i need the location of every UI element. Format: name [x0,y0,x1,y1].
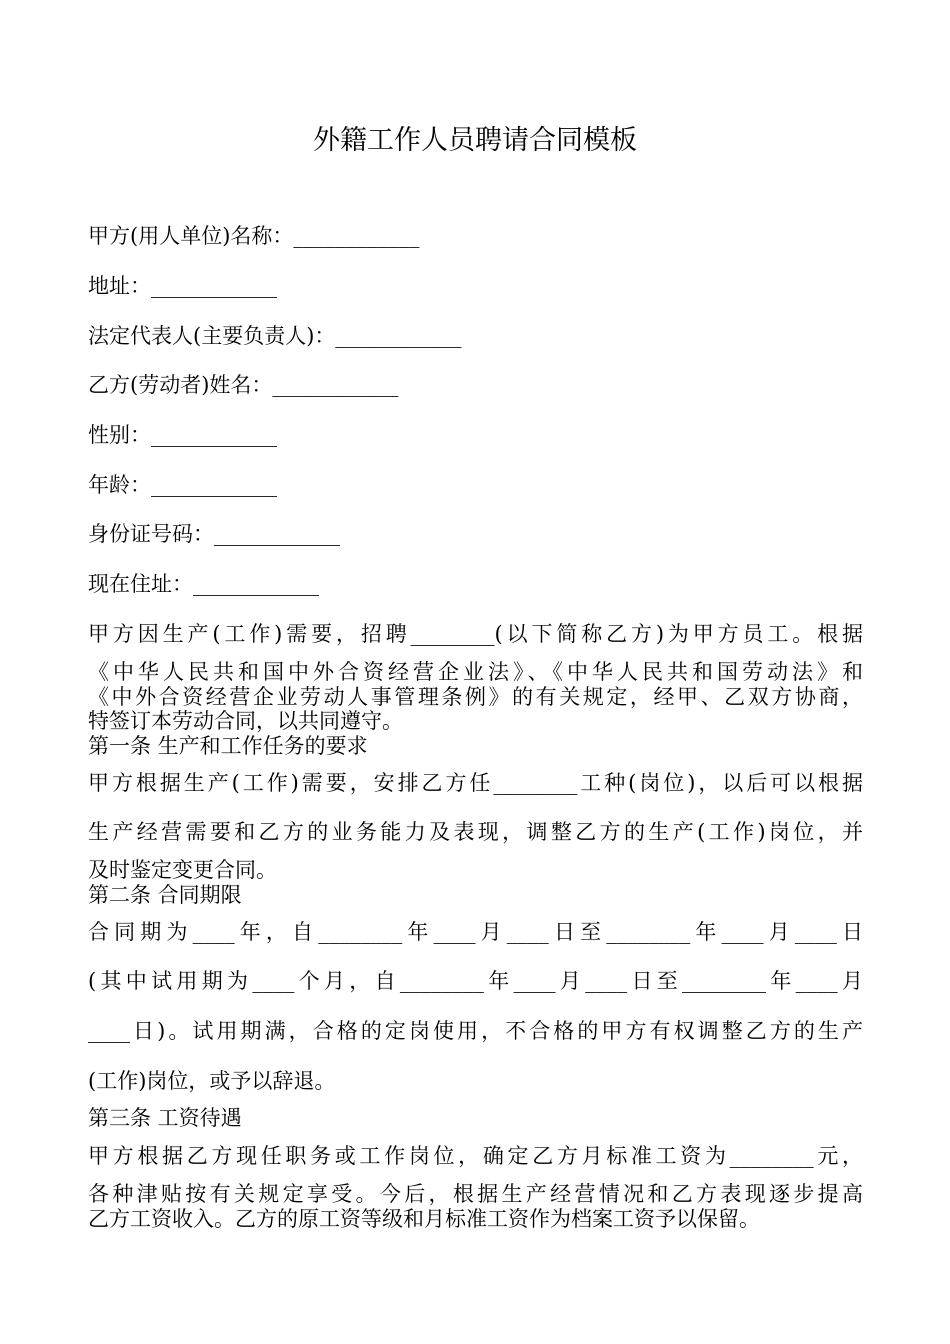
article3-line: 各种津贴按有关规定享受。今后，根据生产经营情况和乙方表现逐步提高 [88,1182,863,1206]
preamble-line: 特签订本劳动合同，以共同遵守。 [88,709,403,733]
field-id-number: 身份证号码：____________ [88,522,340,546]
article2-line: (工作)岗位，或予以辞退。 [88,1069,336,1093]
article2-line: ____日)。试用期满，合格的定岗使用，不合格的甲方有权调整乙方的生产 [88,1019,863,1043]
document-title: 外籍工作人员聘请合同模板 [313,125,637,156]
field-age: 年龄：____________ [88,473,277,497]
field-employee-name: 乙方(劳动者)姓名：____________ [88,373,399,397]
article1-line: 甲方根据生产(工作)需要，安排乙方任________工种(岗位)，以后可以根据 [88,771,863,795]
field-employer-name: 甲方(用人单位)名称：____________ [88,224,420,248]
article3-heading: 第三条 工资待遇 [88,1106,242,1130]
article1-heading: 第一条 生产和工作任务的要求 [88,734,368,758]
article2-line: (其中试用期为____个月，自________年____月____日至________年____月 [88,969,863,993]
preamble-line: 《中华人民共和国中外合资经营企业法》、《中华人民共和国劳动法》和 [88,660,863,684]
field-current-address: 现在住址：____________ [88,572,319,596]
field-legal-representative: 法定代表人(主要负责人)：____________ [88,324,462,348]
article1-line: 生产经营需要和乙方的业务能力及表现，调整乙方的生产(工作)岗位，并 [88,820,863,844]
preamble-line: 《中外合资经营企业劳动人事管理条例》的有关规定，经甲、乙双方协商， [88,685,863,709]
article3-line: 乙方工资收入。乙方的原工资等级和月标准工资作为档案工资予以保留。 [88,1207,760,1231]
article2-heading: 第二条 合同期限 [88,883,242,907]
article1-line: 及时鉴定变更合同。 [88,858,277,882]
preamble-line: 甲方因生产(工作)需要，招聘________(以下简称乙方)为甲方员工。根据 [88,622,863,646]
field-gender: 性别：____________ [88,423,277,447]
article3-line: 甲方根据乙方现任职务或工作岗位，确定乙方月标准工资为________元， [88,1144,863,1168]
field-address: 地址：____________ [88,274,277,298]
article2-line: 合同期为____年，自________年____月____日至________年____月____日 [88,920,863,944]
